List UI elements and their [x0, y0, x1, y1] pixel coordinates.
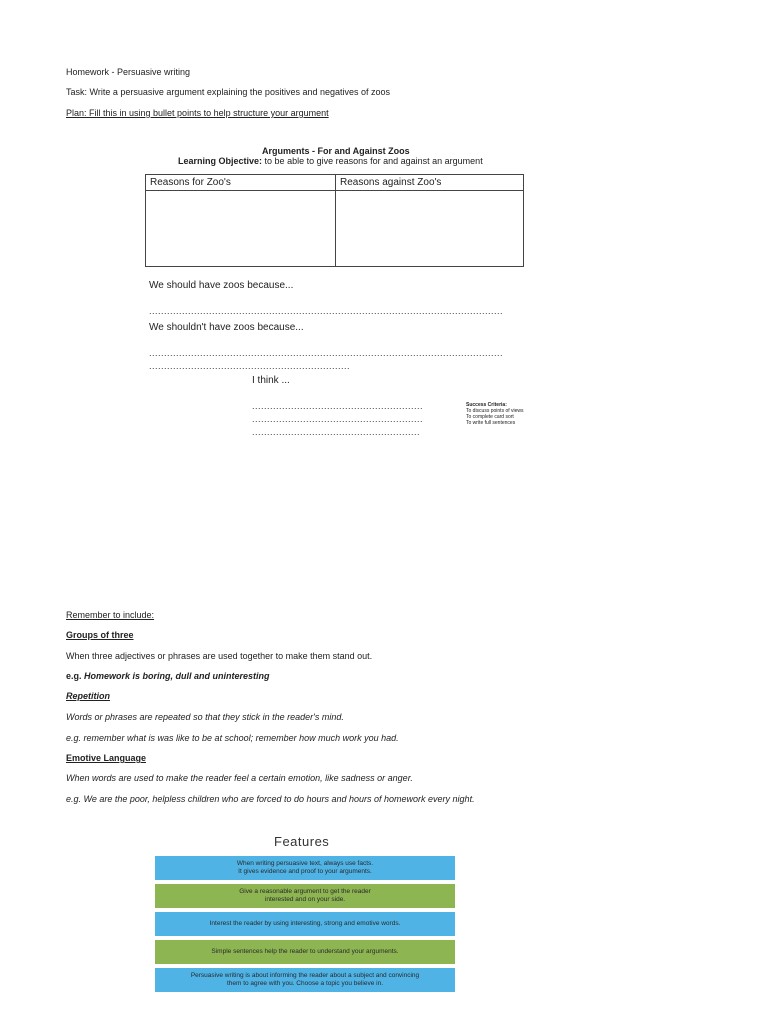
remember-heading: Remember to include:: [66, 610, 155, 620]
groups-description: When three adjectives or phrases are used together to make them stand out.: [66, 651, 373, 661]
success-criteria-item: To discuss points of views: [466, 408, 524, 414]
feature-box-text: When writing persuasive text, always use facts. It gives evidence and proof to your arguments.: [236, 860, 374, 875]
dots-line-against-2: ...................................................................: [149, 361, 351, 371]
features-title: Features: [274, 834, 330, 849]
feature-box-text: Give a reasonable argument to get the reader interested and on your side.: [239, 888, 371, 903]
repetition-heading: Repetition: [66, 691, 110, 701]
success-criteria: [466, 402, 524, 426]
feature-box-facts: [155, 856, 455, 880]
repetition-example: e.g. remember what is was like to be at school; remember how much work you had.: [66, 733, 399, 743]
task-text: Task: Write a persuasive argument explaining the positives and negatives of zoos: [66, 87, 391, 97]
prompt-for: We should have zoos because...: [149, 280, 294, 291]
success-criteria-item: To complete card sort: [466, 414, 514, 420]
dots-line-against-1: ......................................................................................................................: [149, 348, 504, 358]
learning-objective-text: to be able to give reasons for and against an argument: [264, 156, 483, 166]
worksheet-title: Arguments - For and Against Zoos: [262, 146, 410, 156]
emotive-heading: Emotive Language: [66, 753, 147, 763]
groups-heading: Groups of three: [66, 630, 134, 640]
groups-example-prefix: e.g.: [66, 671, 82, 681]
success-criteria-title: Success Criteria:: [466, 402, 507, 408]
groups-example: [66, 671, 270, 682]
prompt-think: I think ...: [252, 375, 290, 386]
repetition-description: Words or phrases are repeated so that they stick in the reader's mind.: [66, 712, 344, 722]
dots-line-for: ......................................................................................................................: [149, 306, 504, 316]
plan-text: Plan: Fill this in using bullet points to help structure your argument: [66, 108, 329, 118]
feature-box-text: Simple sentences help the reader to understand your arguments.: [211, 948, 399, 955]
table-header-for: Reasons for Zoo's: [146, 175, 336, 191]
table-column-divider: [335, 175, 336, 266]
feature-box-text: Persuasive writing is about informing the reader about a subject and convincing them to agree with you. Choose a topic you believe in.: [190, 972, 420, 987]
learning-objective-label: Learning Objective:: [178, 156, 263, 166]
emotive-description: When words are used to make the reader feel a certain emotion, like sadness or anger.: [66, 773, 413, 783]
prompt-against: We shouldn't have zoos because...: [149, 322, 304, 333]
reasons-table: [145, 174, 524, 267]
emotive-example: e.g. We are the poor, helpless children who are forced to do hours and hours of homework every night.: [66, 794, 475, 804]
feature-box-simple-sentences: [155, 940, 455, 964]
dots-think-1: .........................................................: [252, 401, 424, 411]
feature-box-emotive-words: [155, 912, 455, 936]
table-header-against: Reasons against Zoo's: [336, 175, 523, 191]
feature-box-text: Interest the reader by using interesting, strong and emotive words.: [209, 920, 401, 927]
success-criteria-item: To write full sentences: [466, 420, 516, 426]
dots-think-2: .........................................................: [252, 414, 424, 424]
homework-title: Homework - Persuasive writing: [66, 67, 191, 77]
groups-example-text: Homework is boring, dull and uninteresting: [84, 671, 270, 681]
feature-box-reasonable-argument: [155, 884, 455, 908]
learning-objective: [178, 156, 483, 167]
dots-think-3: ........................................................: [252, 427, 421, 437]
feature-box-persuasive-writing: [155, 968, 455, 992]
